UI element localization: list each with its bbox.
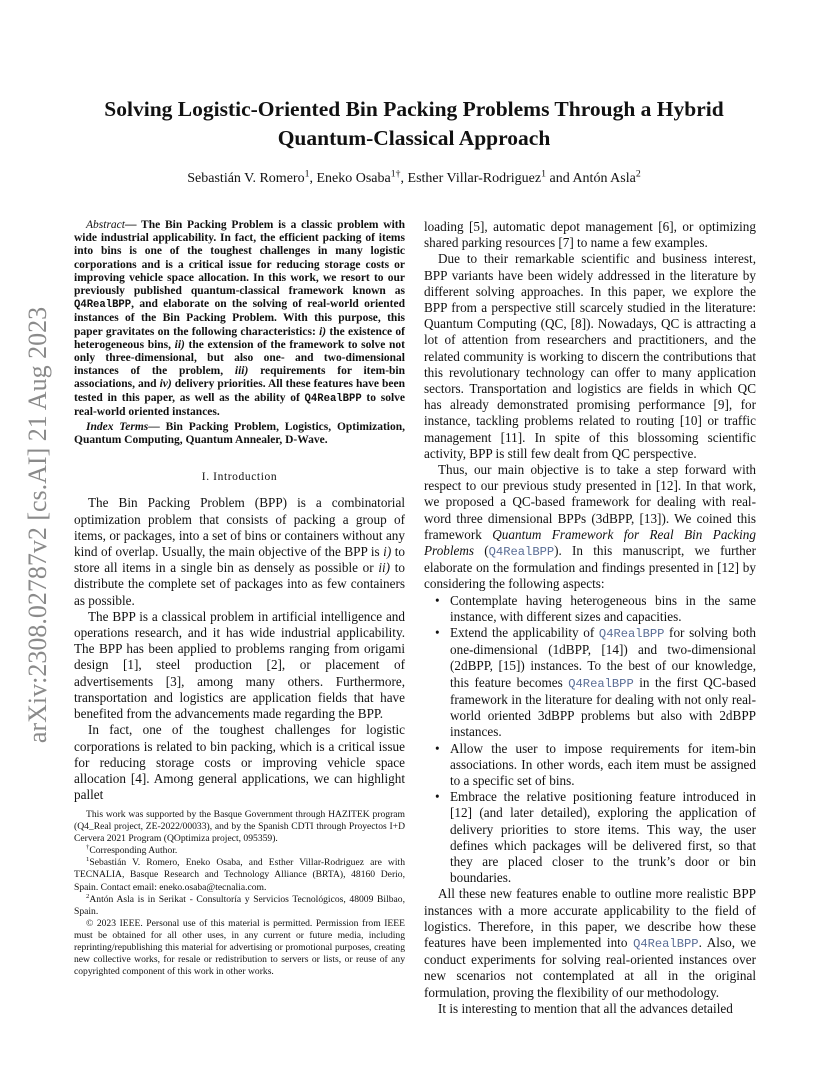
paragraph-text: All these new features enable to outline more realistic BPP instances with a more accurate applicability to the field of logistics. Therefore, in this paper, we describe how these features have been implemented into (424, 886, 756, 950)
bullet-mark: • (435, 592, 440, 608)
bullet-mark: • (435, 789, 440, 805)
list-item (424, 625, 756, 740)
abstract-text: the existence of heterogeneous bins, (74, 325, 405, 351)
paragraph: It is interesting to mention that all the advances detailed (438, 1000, 733, 1016)
abstract-text: the extension of the framework to solve not only three-dimensional, but also one- and two-dimensional instances of the problem, (74, 338, 405, 378)
index-terms-lead: Index Terms (86, 421, 149, 434)
footnote-mark: 1 (86, 856, 90, 864)
index-terms-text: — Bin Packing Problem, Logistics, Optimization, Quantum Computing, Quantum Annealer, D-Wave. (74, 421, 405, 447)
arxiv-stamp (18, 290, 54, 760)
list-item (424, 593, 756, 625)
author-name: Eneko Osaba (316, 171, 391, 186)
abstract-lead: Abstract (86, 219, 125, 231)
paragraph-text: ( (474, 543, 489, 559)
left-column (74, 219, 405, 803)
author-affiliation-mark: 1 (541, 168, 546, 180)
list-item (424, 741, 756, 790)
abstract-text: , and elaborate on the solving of real-world oriented instances of the Bin Packing Problem. With this purpose, this paper gravitates on the following characteristics: (74, 298, 405, 338)
paragraph: The BPP is a classical problem in artificial intelligence and operations research, and it has wide industrial applicability. The BPP has been applied to problems ranging from origami design [1], steel production [2], or placement of advertisements [3], among many others. Furthermore, transportation and logistics are application fields that have benefited from the advancements made regarding the BPP. (74, 608, 405, 722)
title-line-2: Quantum-Classical Approach (277, 126, 551, 150)
enum-mark: iv) (159, 378, 172, 391)
paper-title (80, 95, 748, 153)
author-name: Esther Villar-Rodriguez (407, 171, 542, 186)
paragraph (424, 462, 756, 593)
author-affiliation-mark: 2 (635, 168, 641, 180)
footnote-text: Corresponding Author. (89, 845, 178, 857)
paragraph: loading [5], automatic depot management [6], or optimizing shared parking resources [7] to name a few examples. (424, 219, 756, 251)
bullet-mark: • (435, 740, 440, 756)
footnote-mark: † (86, 844, 90, 852)
framework-name: Q4RealBPP (74, 299, 132, 312)
section-heading: I. Introduction (201, 471, 278, 484)
paragraph-text: Thus, our main objective is to take a step forward with respect to our previous study presented in [12]. In that work, we proposed a QC-based framework for dealing with real-word three dimensional BPPs (3dBPP, [13]). We coined this framework (424, 462, 756, 542)
arxiv-stamp-svg (18, 290, 54, 760)
aspects-list (424, 593, 756, 887)
footnote (74, 857, 405, 893)
enum-mark: ii) (174, 338, 185, 351)
list-item-text: Contemplate having heterogeneous bins in the same instance, with different sizes and capacities. (450, 592, 756, 624)
abstract (74, 219, 405, 419)
framework-name: Q4RealBPP (633, 936, 699, 951)
enum-mark: ii) (378, 560, 391, 576)
footnote-text: Sebastián V. Romero, Eneko Osaba, and Esther Villar-Rodriguez are with TECNALIA, Basque Research and Technology Alliance (BRTA), 48160 Derio, Spain. Contact email: eneko.osaba@tecnalia.com. (74, 857, 405, 893)
framework-name: Q4RealBPP (304, 392, 362, 405)
paragraph-text: to distribute the complete set of packages into as few containers as possible. (74, 560, 405, 608)
author-affiliation-mark: 1 (304, 168, 310, 180)
author-name: Sebastián V. Romero (187, 171, 305, 186)
index-terms (74, 421, 405, 447)
list-item-text: Allow the user to impose requirements for item-bin associations. In other words, each item must be assigned to a specific set of bins. (450, 740, 756, 788)
footnote-text: Antón Asla is in Serikat - Consultoría y Servicios Tecnológicos, 48009 Bilbao, Spain. (74, 893, 405, 917)
footnote (74, 845, 405, 857)
author-list (80, 168, 748, 187)
paragraph-text: to store all items in a single bin as densely as possible or (74, 544, 405, 576)
abstract-text: delivery priorities. All these features have been tested in this paper, as well as the ability of (74, 378, 405, 404)
right-column (424, 219, 756, 1017)
framework-full-name: Quantum Framework for Real Bin Packing Problems (424, 526, 756, 559)
footnote: © 2023 IEEE. Personal use of this material is permitted. Permission from IEEE must be obtained for all other uses, in any current or future media, including reprinting/republishing this material for advertising or promotional purposes, creating new collective works, for resale or redistribution to servers or lists, or reuse of any copyrighted component of this work in other works. (74, 917, 405, 978)
bullet-mark: • (435, 625, 440, 641)
author-separator: and (545, 171, 573, 186)
abstract-text: — The Bin Packing Problem is a classic problem with wide industrial applicability. In fact, the efficient packing of items into bins is one of the toughest challenges in many logistic corporations and is a critical issue for reducing storage costs or improving vehicle space allocation. In this work, we resort to our previously published quantum-classical framework known as (74, 219, 405, 298)
list-item-text: Embrace the relative positioning feature introduced in [12] (and later detailed), exploring the application of delivery priorities to store items. This way, the user defines which packages will be delivered first, so that they are placed closer to the trunk’s door or bin boundaries. (450, 789, 756, 886)
footnotes (74, 809, 405, 978)
footnote (74, 894, 405, 918)
enum-mark: iii) (234, 365, 249, 378)
list-item-text: Extend the applicability of (450, 625, 599, 641)
abstract-text: to solve real-world oriented instances. (74, 391, 405, 418)
paragraph: Due to their remarkable scientific and business interest, BPP variants have been widely addressed in the literature by different solving approaches. In this paper, we explore the BPP from a perspective still scarcely studied in the literature: Quantum Computing (QC, [8]). Nowadays, QC is attracting a lot of attention from researchers and practitioners, and the related community is working to discern the contributions that this revolutionary technology can offer to many application sectors. Transportation and logistics are fields in which QC has already demonstrated promising performance [9], for instance, tackling problems related to routing [10] or traffic management [11]. In spite of this blossoming scientific activity, BPP is still few dealt from QC perspective. (424, 251, 756, 461)
framework-name: Q4RealBPP (488, 545, 555, 560)
author-name: Antón Asla (572, 171, 636, 186)
list-item-text: in the first QC-based framework in the literature for dealing with not only real-world oriented 3dBPP problems but also with 2dBPP instances. (450, 674, 756, 740)
footnote-mark: 2 (86, 892, 90, 900)
paragraph-text: The Bin Packing Problem (BPP) is a combinatorial optimization problem that consists of packing a group of items, or packages, into a set of bins or containers without any kind of overlap. Usually, the main objective of the BPP is (74, 495, 405, 560)
paragraph-text: . Also, we conduct experiments for solving real-oriented instances over new scenarios not contemplated at all in the original formulation, proving the flexibility of our methodology. (424, 934, 757, 1000)
enum-mark: i) (383, 544, 392, 560)
framework-name: Q4RealBPP (598, 627, 665, 642)
list-item-text: for solving both one-dimensional (1dBPP, [14]) and two-dimensional (2dBPP, [15]) instances. To the best of our knowledge, this feature becomes (450, 625, 756, 690)
list-item (424, 789, 756, 886)
paragraph (74, 495, 405, 608)
abstract-text: requirements for item-bin associations, and (74, 365, 406, 391)
author-separator: , (309, 171, 317, 186)
footnote: This work was supported by the Basque Government through HAZITEK program (Q4_Real project, ZE-2022/00033), and by the Spanish CDTI through Proyectos I+D Cervera 2021 Program (QOptimiza project, 095359). (74, 809, 405, 845)
paragraph-text: ). In this manuscript, we further elaborate on the formulation and findings presented in [12] by considering the following aspects: (424, 543, 756, 592)
paragraph (424, 886, 756, 1000)
arxiv-stamp-text: arXiv:2308.02787v2 [cs.AI] 21 Aug 2023 (23, 306, 52, 744)
author-affiliation-mark: 1† (390, 168, 401, 180)
enum-mark: i) (319, 325, 327, 338)
author-separator: , (400, 171, 408, 186)
framework-name: Q4RealBPP (568, 676, 634, 691)
title-line-1: Solving Logistic-Oriented Bin Packing Problems Through a Hybrid (104, 97, 724, 121)
paragraph: In fact, one of the toughest challenges for logistic corporations is related to bin packing, which is a critical issue for reducing storage costs or improving vehicle space allocation [4]. Among general applications, we can highlight pallet (74, 722, 405, 803)
